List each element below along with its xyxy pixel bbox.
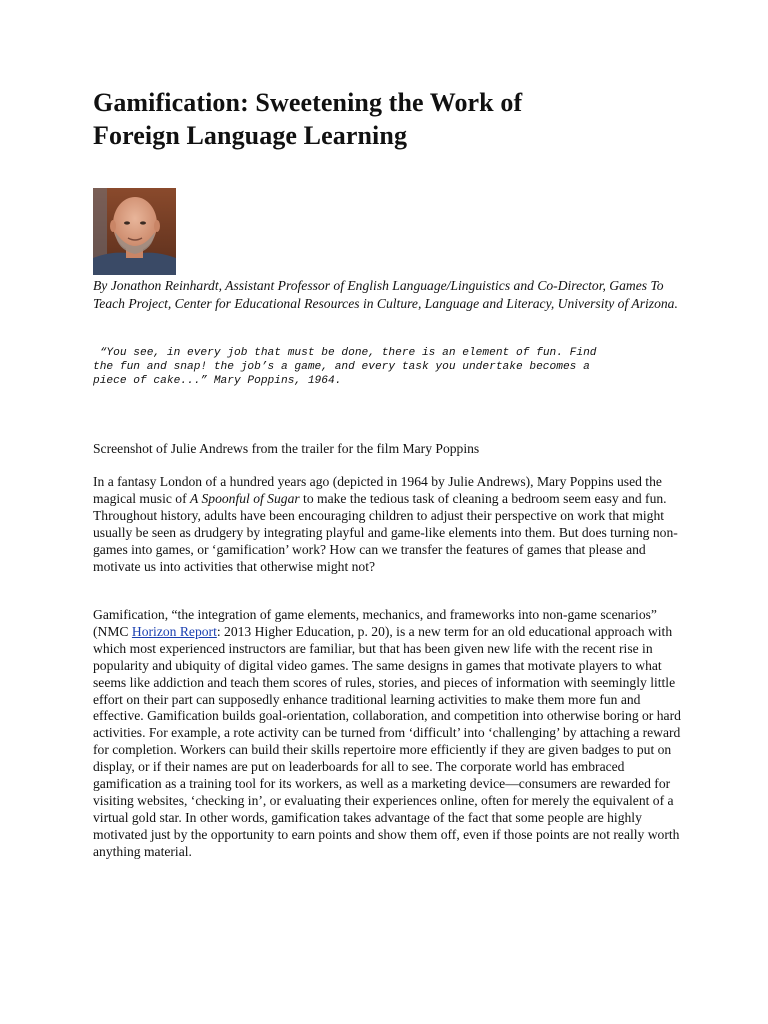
quote-line-3: piece of cake...” Mary Poppins, 1964. xyxy=(93,375,342,387)
paragraph-2-text-b: : 2013 Higher Education, p. 20), is a new term for an old educational approach with which most experienced instructors are familiar, but that has been given new life with the recent rise in popularity and ubiquity of digital video games. The same designs in games that motivate players to what seems like addiction and teach them scores of rules, stories, and pieces of information with seemingly little effort on their part can supposedly enhance traditional learning activities to make them more fun and effective. Gamification builds goal-orientation, collaboration, and competition into otherwise boring or hard activities. For example, a rote activity can be turned from ‘difficult’ into ‘challenging’ by attaching a reward for completion. Workers can build their skills repertoire more efficiently if they are given badges to put on display, or if their names are put on leaderboards for all to see. The corporate world has embraced gamification as a training tool for its workers, as well as a marketing device—consumers are rewarded for visiting websites, ‘checking in’, or evaluating their experiences online, often for merely the equivalent of a virtual gold star. In other words, gamification takes advantage of the fact that some people are highly motivated just by the opportunity to earn points and show them off, even if those points are not really worth anything material. xyxy=(93,623,681,859)
quote-line-1: “You see, in every job that must be done, there is an element of fun. Find xyxy=(93,347,597,359)
title-line-1: Gamification: Sweetening the Work of xyxy=(93,88,523,117)
song-title: A Spoonful of Sugar xyxy=(190,490,300,506)
paragraph-2 xyxy=(93,607,683,861)
image-caption: Screenshot of Julie Andrews from the trailer for the film Mary Poppins xyxy=(93,441,480,456)
author-photo xyxy=(93,188,176,275)
paragraph-1 xyxy=(93,474,683,575)
quote-line-2: the fun and snap! the job’s a game, and every task you undertake becomes a xyxy=(93,361,590,373)
title-line-2: Foreign Language Learning xyxy=(93,121,408,150)
mary-poppins-quote xyxy=(93,346,683,388)
paragraph-1-text-b: to make the tedious task of cleaning a bedroom seem easy and fun. Throughout history, adults have been encouraging children to adjust their perspective on work that might usually be seen as drudgery by integrating playful and game-like elements into them. But does turning non-games into games, or ‘gamification’ work? How can we transfer the features of games that please and motivate us into activities that otherwise might not? xyxy=(93,490,678,574)
paragraph-1-text-a: In a fantasy London of a hundred years ago (depicted in 1964 by Julie Andrews), Mary Poppins used the magical music of xyxy=(93,474,662,506)
article-title xyxy=(93,86,683,152)
byline: By Jonathon Reinhardt, Assistant Professor of English Language/Linguistics and Co-Director, Games To Teach Project, Center for Educational Resources in Culture, Language and Literacy, University of Arizona. xyxy=(93,278,678,311)
article xyxy=(93,86,683,859)
horizon-report-link[interactable]: Horizon Report xyxy=(131,623,217,639)
paragraph-2-text-a: Gamification, “the integration of game elements, mechanics, and frameworks into non-game scenarios” (NMC xyxy=(93,607,657,639)
author-portrait-icon xyxy=(93,188,176,275)
